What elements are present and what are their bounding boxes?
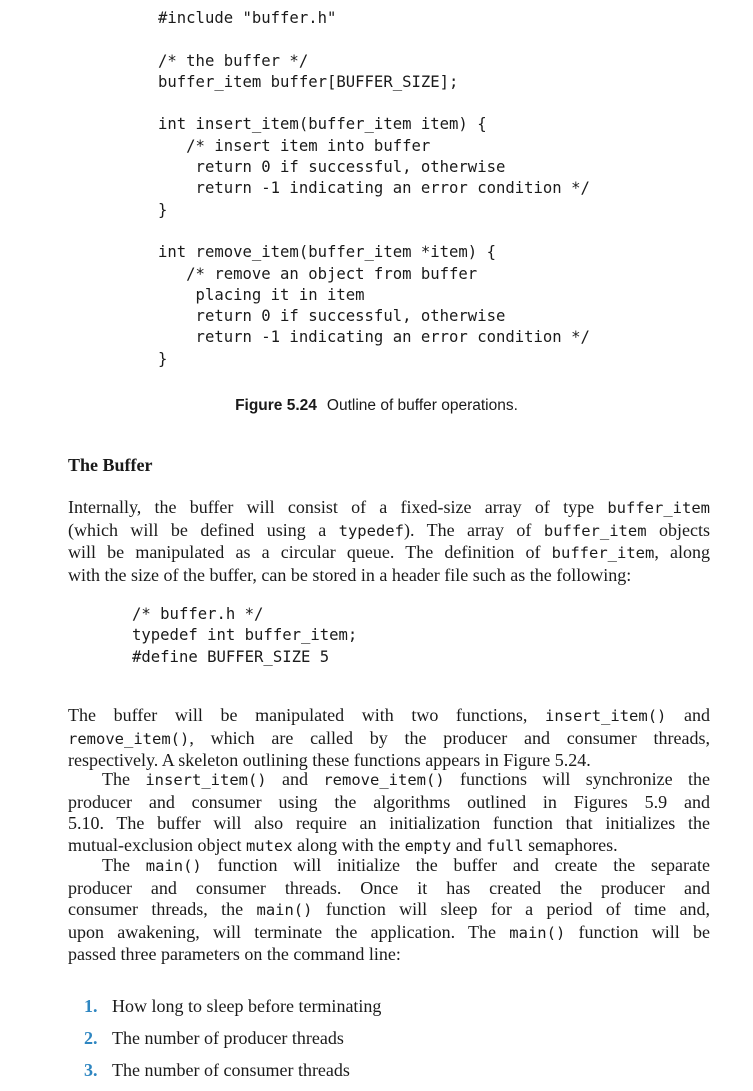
code-line (158, 29, 590, 50)
inline-code: typedef (338, 521, 404, 540)
header-code-listing (132, 604, 357, 668)
list-text: How long to sleep before terminating (112, 996, 382, 1016)
code-line: int remove_item(buffer_item *item) { (158, 243, 496, 262)
code-line: /* the buffer */ (158, 51, 309, 70)
text-line: respectively. A skeleton outlining these functions appears in Figure 5.24. (68, 750, 591, 770)
list-text: The number of producer threads (112, 1028, 344, 1048)
inline-code: main() (145, 857, 202, 875)
figure-caption-text: Outline of buffer operations. (326, 397, 518, 414)
figure-code-listing (158, 8, 590, 370)
inline-code: buffer_item (607, 499, 710, 517)
code-line: return 0 if successful, otherwise (158, 307, 506, 326)
text-line: producer and consumer threads. Once it has created the producer and (68, 877, 710, 898)
list-item (84, 1058, 381, 1090)
code-line: #define BUFFER_SIZE 5 (132, 647, 330, 666)
inline-code: mutex (245, 836, 293, 855)
code-line: return -1 indicating an error condition */ (158, 179, 590, 198)
code-line: /* remove an object from buffer (158, 264, 478, 283)
text-line: passed three parameters on the command line: (68, 944, 401, 964)
text-line: with the size of the buffer, can be stored in a header file such as the following: (68, 564, 632, 585)
inline-code: main() (256, 901, 313, 919)
code-line: typedef int buffer_item; (132, 626, 358, 645)
list-number: 1. (84, 996, 98, 1016)
inline-code: empty (404, 836, 452, 855)
code-line: placing it in item (158, 285, 365, 304)
text-line: Internally, the buffer will consist of a fixed-size array of type buffer_item (68, 497, 710, 517)
list-number: 3. (84, 1060, 98, 1080)
code-line (158, 93, 590, 114)
figure-caption (0, 397, 753, 415)
list-item (84, 1026, 381, 1058)
code-line (158, 221, 590, 242)
inline-code: remove_item() (323, 771, 445, 789)
list-number: 2. (84, 1028, 98, 1048)
code-line: } (158, 349, 168, 368)
code-line: int insert_item(buffer_item item) { (158, 115, 487, 134)
paragraph-buffer-intro (68, 497, 710, 586)
code-line: #include "buffer.h" (158, 9, 337, 27)
text-line: (which will be defined using a typedef). The array of buffer_item objects (68, 519, 710, 540)
text-line: 5.10. The buffer will also require an initialization function that initializes the (68, 813, 710, 833)
text-line: remove_item(), which are called by the producer and consumer threads, (68, 727, 710, 748)
inline-code: insert_item() (145, 771, 267, 789)
code-line: /* buffer.h */ (132, 605, 264, 623)
parameter-list (84, 994, 381, 1090)
text-line: The main() function will initialize the buffer and create the separate (102, 855, 711, 875)
text-line: mutual-exclusion object mutex along with the empty and full semaphores. (68, 834, 618, 855)
text-line: The buffer will be manipulated with two functions, insert_item() and (68, 705, 710, 725)
inline-code: buffer_item (551, 544, 655, 562)
code-line: /* insert item into buffer (158, 136, 431, 155)
figure-caption-label: Figure 5.24 (235, 397, 317, 414)
text-line: upon awakening, will terminate the application. The main() function will be (68, 921, 710, 942)
paragraph-synchronize (68, 769, 710, 857)
section-heading: The Buffer (68, 455, 153, 475)
text-line: consumer threads, the main() function will sleep for a period of time and, (68, 899, 710, 919)
code-line: } (158, 200, 168, 219)
inline-code: full (486, 836, 524, 855)
inline-code: remove_item() (68, 729, 190, 748)
inline-code: main() (509, 923, 566, 942)
text-line: will be manipulated as a circular queue. The definition of buffer_item, along (68, 542, 710, 562)
code-line: buffer_item buffer[BUFFER_SIZE]; (158, 72, 459, 91)
list-text: The number of consumer threads (112, 1060, 350, 1080)
text-line: The insert_item() and remove_item() functions will synchronize the (102, 769, 710, 789)
paragraph-main-function (68, 855, 710, 966)
code-line: return 0 if successful, otherwise (158, 158, 506, 177)
text-line: producer and consumer using the algorithms outlined in Figures 5.9 and (68, 791, 710, 812)
inline-code: buffer_item (543, 521, 647, 540)
paragraph-functions (68, 705, 710, 772)
inline-code: insert_item() (545, 707, 667, 725)
code-line: return -1 indicating an error condition */ (158, 328, 590, 347)
list-item (84, 994, 381, 1026)
